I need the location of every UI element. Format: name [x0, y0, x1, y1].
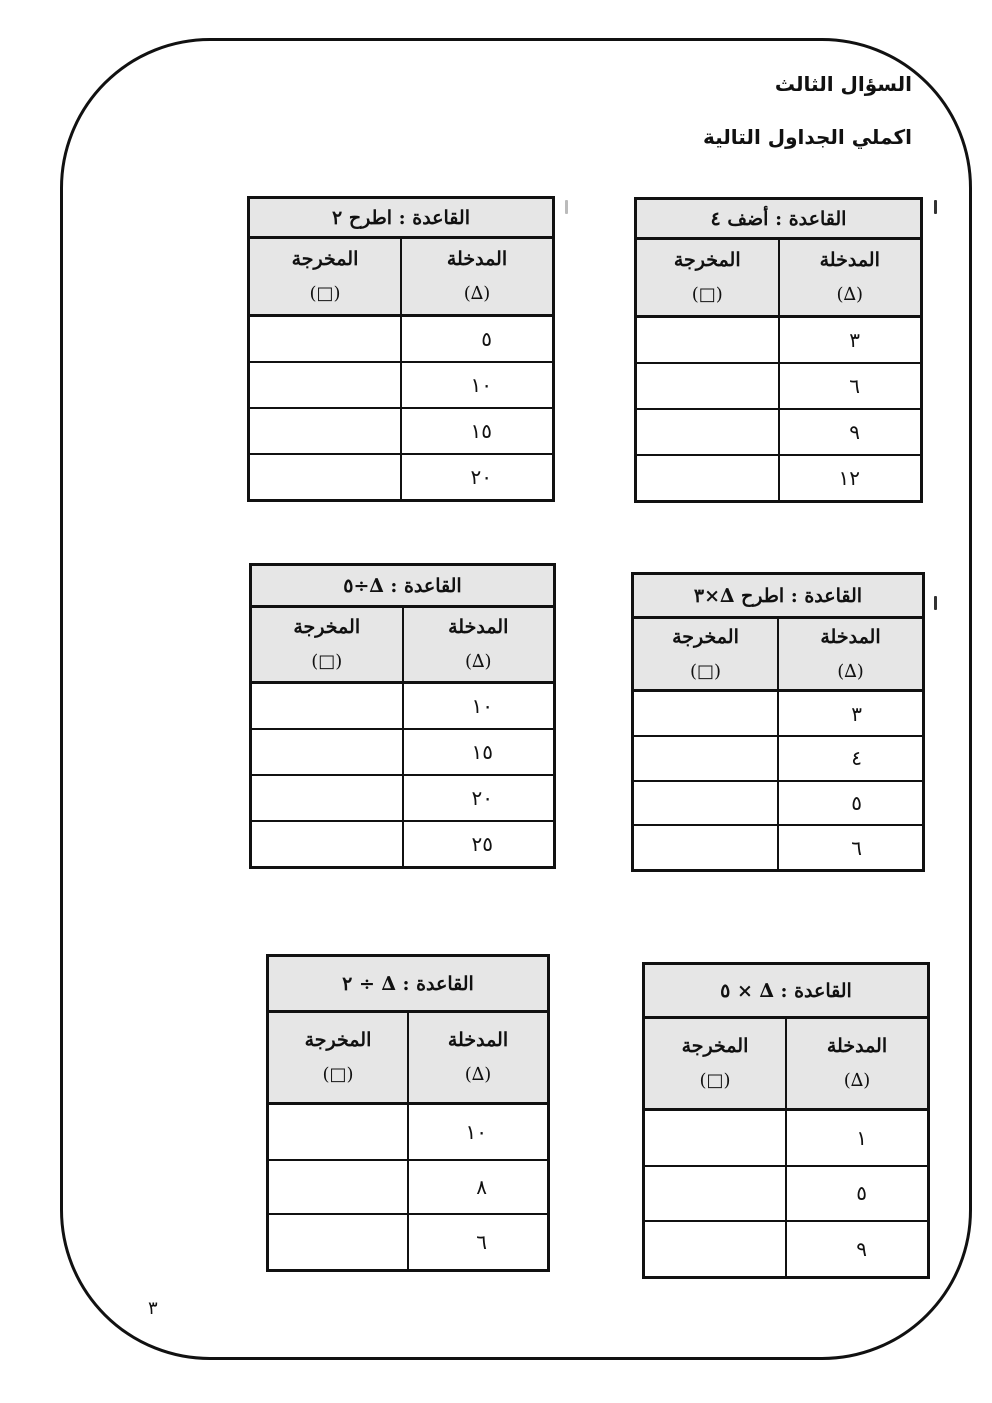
margin-mark	[565, 200, 568, 214]
square-symbol: (□)	[311, 651, 343, 673]
output-answer-cell[interactable]	[251, 821, 403, 868]
input-value: ٩	[779, 409, 922, 455]
output-answer-cell[interactable]	[633, 781, 779, 826]
input-value: ٣	[778, 691, 924, 736]
input-column-header: المدخلة (∆)	[403, 607, 555, 683]
rule-table-divide-5	[249, 563, 556, 869]
input-column-header: المدخلة (∆)	[786, 1018, 929, 1110]
output-column-header: المخرجة (□)	[644, 1018, 787, 1110]
triangle-symbol: (∆)	[463, 283, 491, 305]
output-answer-cell[interactable]	[268, 1160, 409, 1215]
output-answer-cell[interactable]	[644, 1166, 787, 1221]
triangle-symbol: (∆)	[836, 284, 864, 306]
output-answer-cell[interactable]	[644, 1221, 787, 1277]
input-value: ٩	[786, 1221, 929, 1277]
rule-table-add-4	[634, 197, 923, 503]
input-column-header: المدخلة (∆)	[778, 618, 924, 691]
input-value: ١٠	[403, 683, 555, 730]
square-symbol: (□)	[309, 283, 341, 305]
output-column-header: المخرجة (□)	[636, 239, 779, 317]
output-answer-cell[interactable]	[251, 775, 403, 821]
output-answer-cell[interactable]	[251, 729, 403, 775]
margin-mark	[934, 596, 937, 610]
input-column-header: المدخلة (∆)	[401, 238, 554, 316]
output-answer-cell[interactable]	[644, 1110, 787, 1166]
rule-label: القاعدة : ∆÷٥	[251, 565, 555, 607]
output-column-header: المخرجة (□)	[249, 238, 402, 316]
output-answer-cell[interactable]	[633, 825, 779, 870]
output-column-header: المخرجة (□)	[251, 607, 403, 683]
input-value: ٥	[778, 781, 924, 826]
output-answer-cell[interactable]	[633, 736, 779, 781]
input-column-header: المدخلة (∆)	[779, 239, 922, 317]
input-value: ٦	[779, 363, 922, 409]
square-symbol: (□)	[699, 1070, 731, 1092]
rule-label: القاعدة : اطرح ∆×٣	[633, 574, 924, 618]
output-answer-cell[interactable]	[249, 316, 402, 363]
input-value: ٢٠	[403, 775, 555, 821]
output-answer-cell[interactable]	[636, 317, 779, 364]
input-value: ١	[786, 1110, 929, 1166]
output-column-header: المخرجة (□)	[633, 618, 779, 691]
input-column-header: المدخلة (∆)	[408, 1012, 549, 1104]
triangle-symbol: (∆)	[837, 661, 864, 683]
input-value: ٥	[786, 1166, 929, 1221]
rule-table-multiply-5	[642, 962, 930, 1279]
output-column-header: المخرجة (□)	[268, 1012, 409, 1104]
input-value: ١٥	[401, 408, 554, 454]
input-value: ٥	[401, 316, 554, 363]
output-answer-cell[interactable]	[249, 362, 402, 408]
triangle-symbol: (∆)	[843, 1070, 871, 1092]
rule-table-subtract-2	[247, 196, 555, 502]
input-value: ١٠	[408, 1104, 549, 1160]
input-value: ٣	[779, 317, 922, 364]
output-answer-cell[interactable]	[633, 691, 779, 736]
rule-table-divide-2	[266, 954, 550, 1272]
triangle-symbol: (∆)	[464, 1064, 492, 1086]
input-value: ٢٥	[403, 821, 555, 868]
triangle-symbol: (∆)	[464, 651, 492, 673]
page-number: ٣	[148, 1298, 158, 1319]
output-answer-cell[interactable]	[636, 363, 779, 409]
output-answer-cell[interactable]	[268, 1104, 409, 1160]
square-symbol: (□)	[691, 284, 723, 306]
rule-label: القاعدة : اطرح ٢	[249, 198, 554, 238]
margin-mark	[934, 200, 937, 214]
output-answer-cell[interactable]	[636, 409, 779, 455]
input-value: ١٥	[403, 729, 555, 775]
rule-label: القاعدة : أضف ٤	[636, 199, 922, 239]
input-value: ٨	[408, 1160, 549, 1215]
rule-label: القاعدة : ∆ ÷ ٢	[268, 956, 549, 1012]
square-symbol: (□)	[689, 661, 722, 683]
square-symbol: (□)	[322, 1064, 354, 1086]
question-title: السؤال الثالث	[774, 72, 912, 96]
output-answer-cell[interactable]	[249, 454, 402, 501]
input-value: ٦	[408, 1214, 549, 1270]
output-answer-cell[interactable]	[249, 408, 402, 454]
output-answer-cell[interactable]	[251, 683, 403, 730]
rule-table-subtract-triangle-times-3	[631, 572, 925, 872]
question-instruction: اكملي الجداول التالية	[702, 125, 912, 149]
rule-label: القاعدة : ∆ × ٥	[644, 964, 929, 1018]
input-value: ٤	[778, 736, 924, 781]
input-value: ١٢	[779, 455, 922, 502]
input-value: ١٠	[401, 362, 554, 408]
input-value: ٦	[778, 825, 924, 870]
output-answer-cell[interactable]	[268, 1214, 409, 1270]
output-answer-cell[interactable]	[636, 455, 779, 502]
input-value: ٢٠	[401, 454, 554, 501]
